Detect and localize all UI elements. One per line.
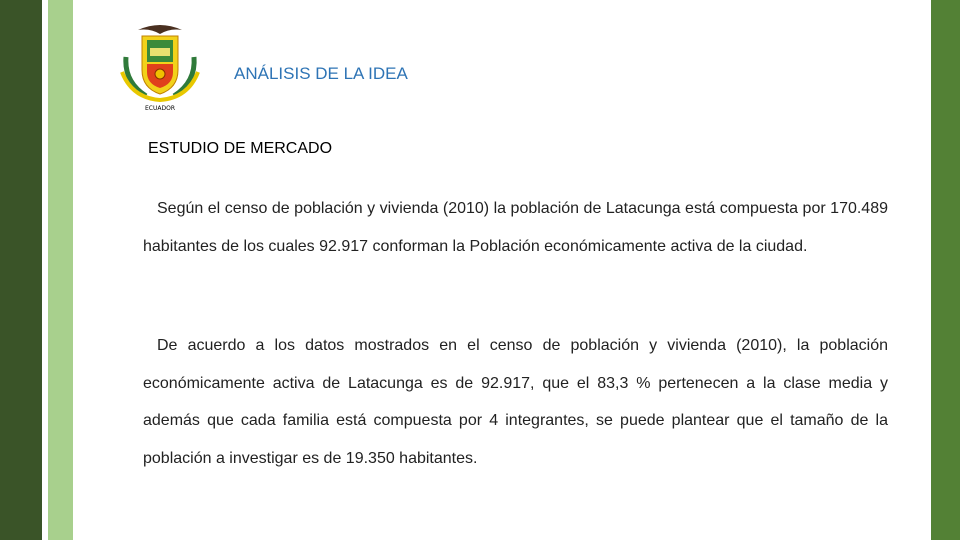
- decorative-bar-right: [931, 0, 960, 540]
- decorative-bar-light: [48, 0, 73, 540]
- decorative-bar-dark: [0, 0, 42, 540]
- svg-text:ECUADOR: ECUADOR: [145, 105, 175, 112]
- paragraph-census: Según el censo de población y vivienda (2010) la población de Latacunga está compuesta por 170.489 habitantes de los cuales 92.917 conforman la Población económicamente activa de la ciudad.: [143, 200, 888, 255]
- coat-of-arms-logo: [118, 22, 202, 112]
- section-subtitle: ESTUDIO DE MERCADO: [148, 140, 333, 157]
- paragraph-population: De acuerdo a los datos mostrados en el censo de población y vivienda (2010), la población económicamente activa de Latacunga es de 92.917, que el 83,3 % pertenecen a la clase media y además que cada familia está compuesta por 4 integrantes, se puede plantear que el tamaño de la población a investigar es de 19.350 habitantes.: [143, 337, 888, 467]
- slide-title: ANÁLISIS DE LA IDEA: [234, 64, 408, 83]
